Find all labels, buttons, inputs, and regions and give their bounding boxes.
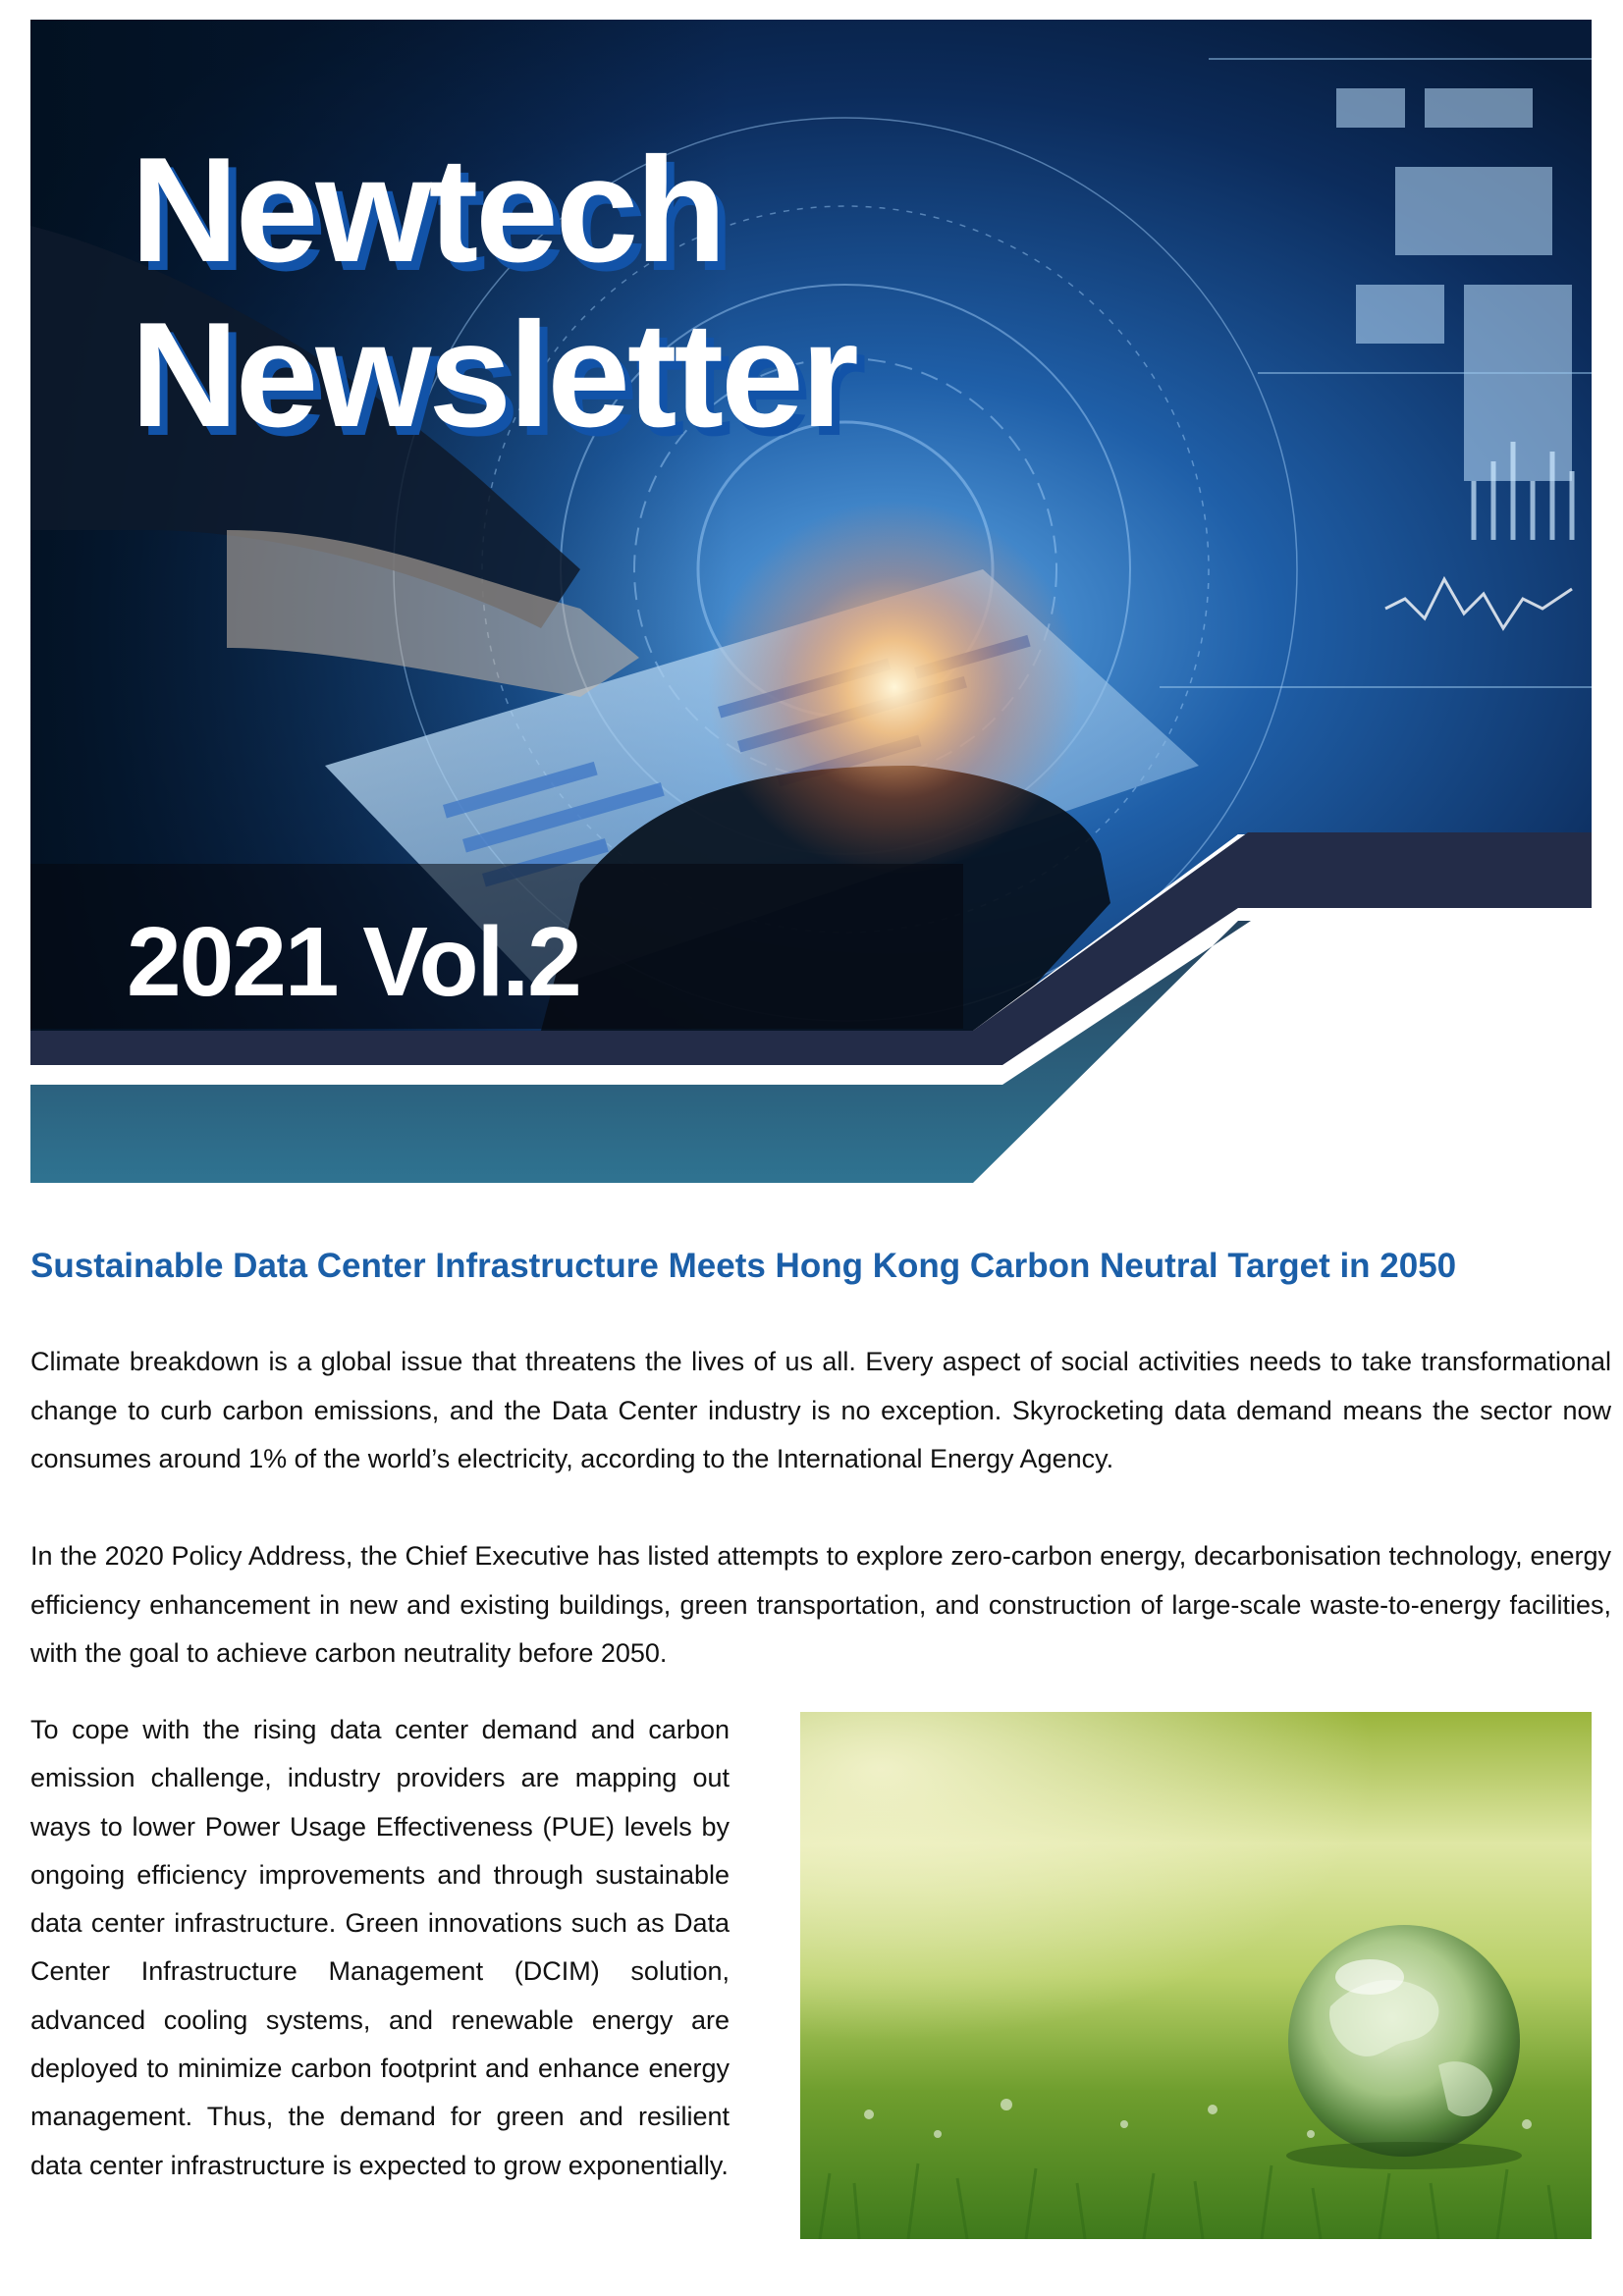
issue-label: 2021 Vol.2 [127,907,580,1017]
article-paragraph-2: In the 2020 Policy Address, the Chief Executive has listed attempts to explore zero-carbon energy, decarbonisation technology, energy efficiency enhancement in new and existing buildings, green transportation, and construction of large-scale waste-to-energy facilities, with the goal to achieve carbon neutrality before 2050. [30,1541,1611,1668]
newsletter-title-line1: Newtech [131,127,725,294]
article-paragraph-3: To cope with the rising data center demand and carbon emission challenge, industry providers are mapping out ways to lower Power Usage Effectiveness (PUE) levels by ongoing efficiency improvements and through sustainable data center infrastructure. Green innovations such as Data Center Infrastructure Management (DCIM) solution, advanced cooling systems, and renewable energy are deployed to minimize carbon footprint and enhance energy management. Thus, the demand for green and resilient data center infrastructure is expected to grow exponentially. [30,1715,730,2180]
article-headline: Sustainable Data Center Infrastructure Meets Hong Kong Carbon Neutral Target in 2050 [30,1247,1457,1285]
newsletter-title-line2: Newsletter [131,292,856,458]
newsletter-banner [30,20,1592,1183]
article-paragraph-1: Climate breakdown is a global issue that threatens the lives of us all. Every aspect of social activities needs to take transformational change to curb carbon emissions, and the Data Center industry is no exception. Skyrocketing data demand means the sector now consumes around 1% of the world’s electricity, according to the International Energy Agency. [30,1347,1611,1473]
glass-globe-on-grass-image [800,1712,1592,2239]
newsletter-title [131,128,856,457]
